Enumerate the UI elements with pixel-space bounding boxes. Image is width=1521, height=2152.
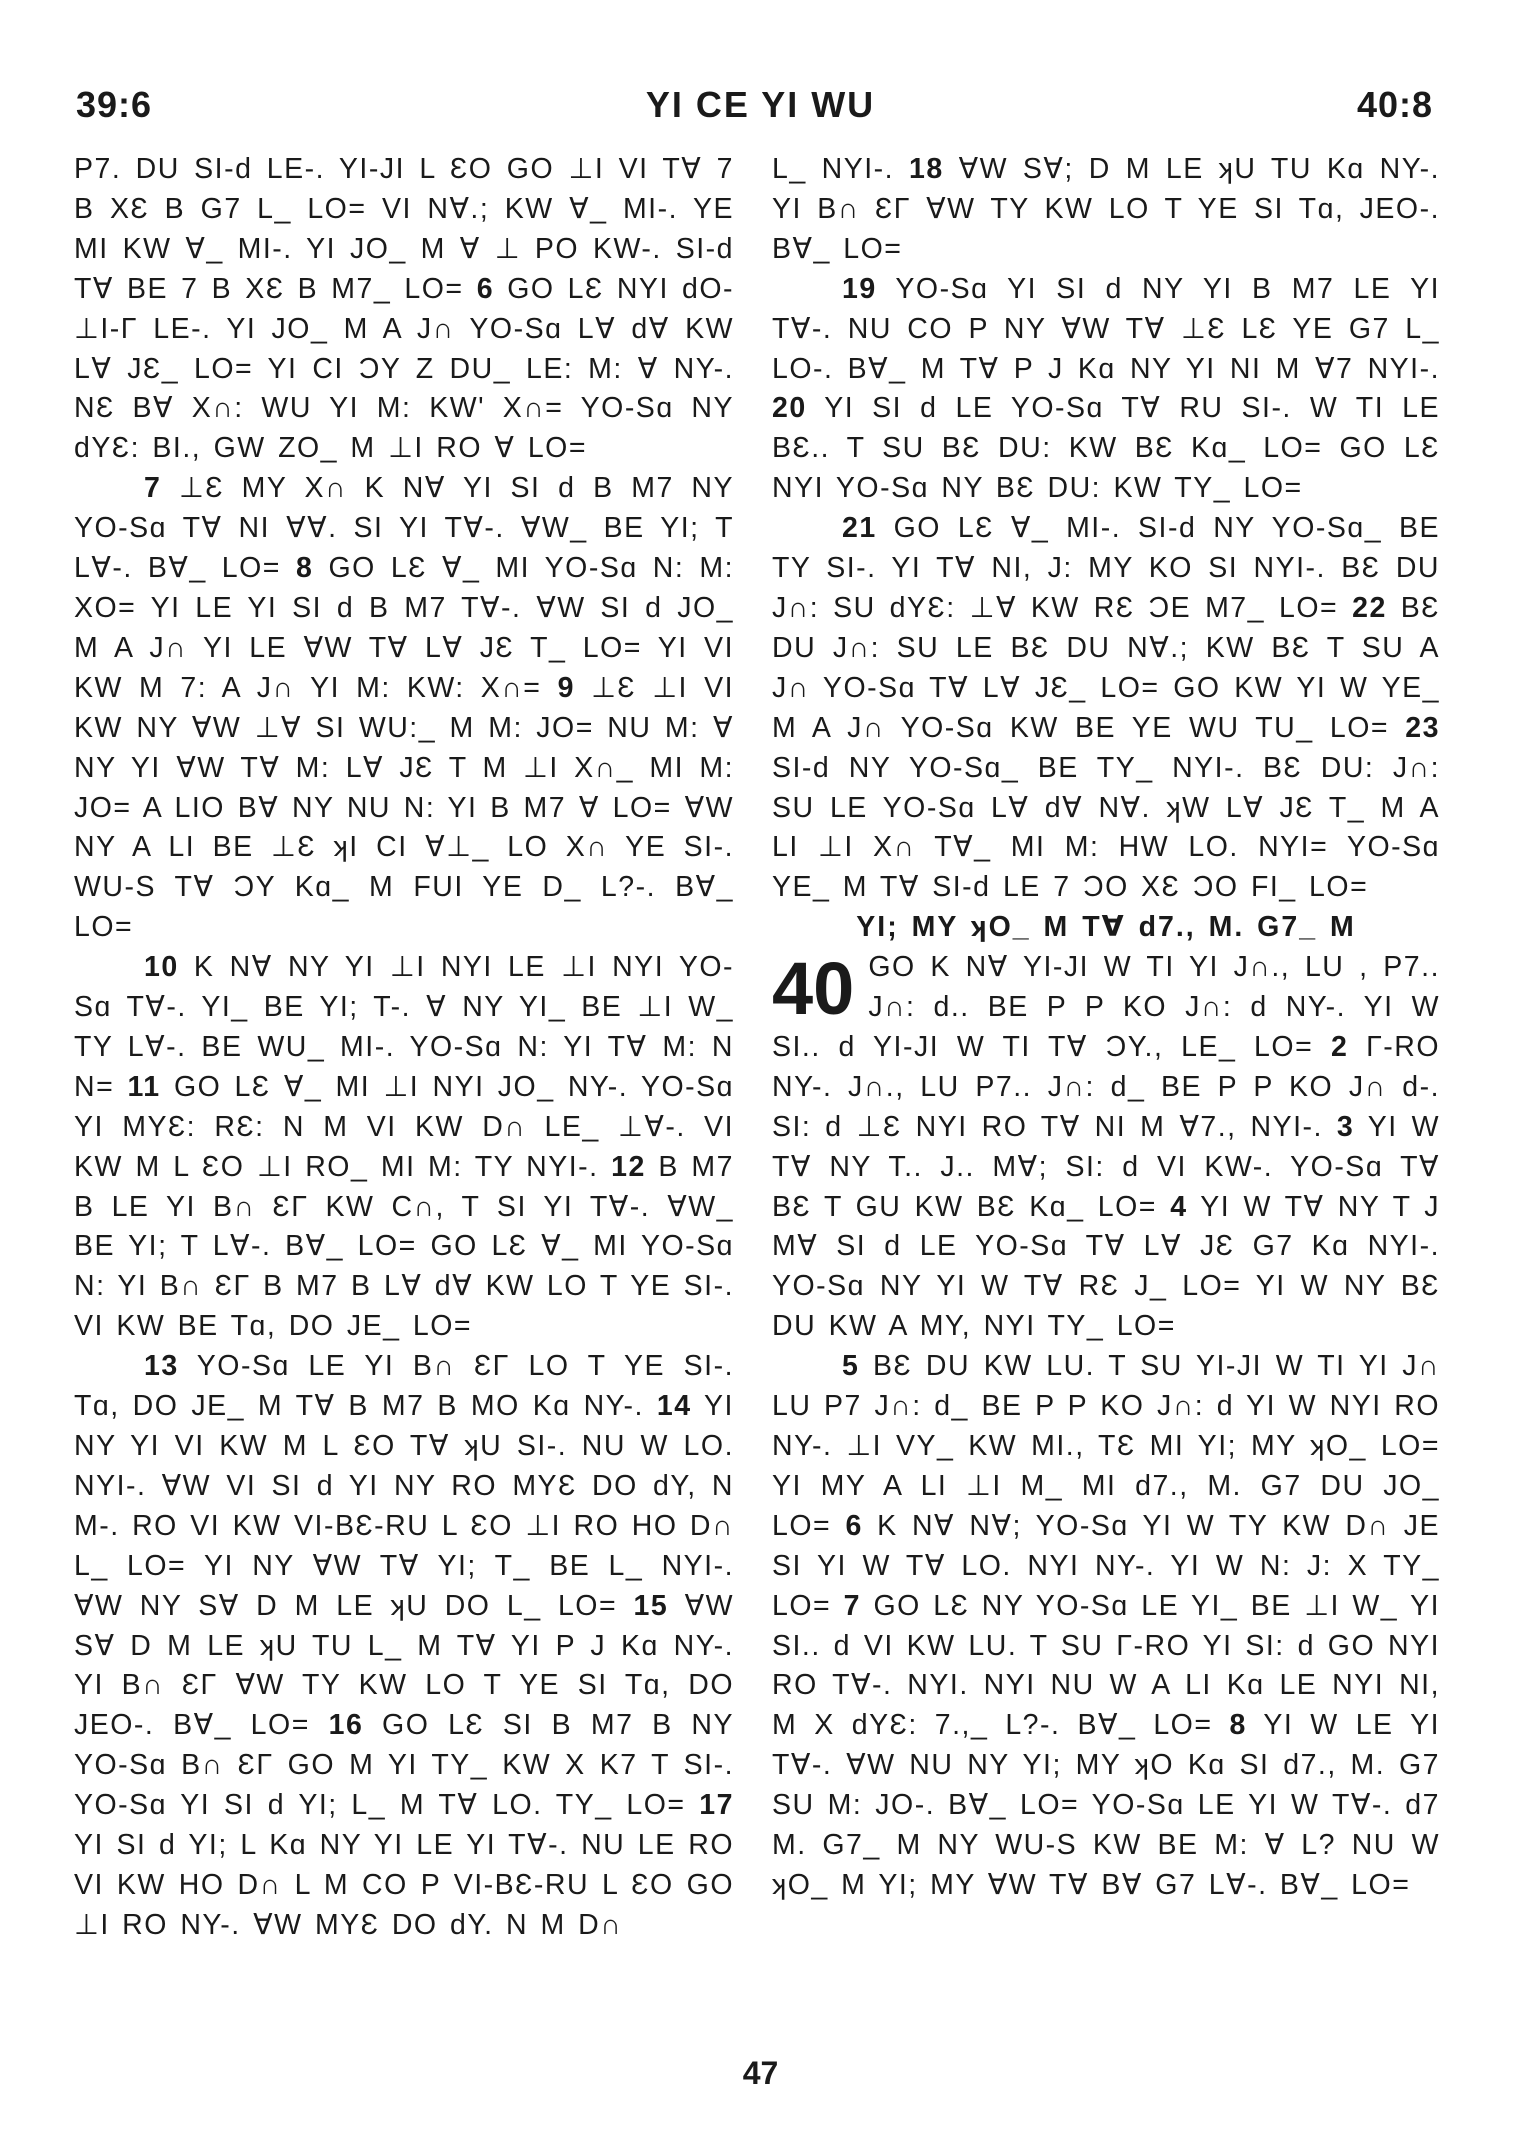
verse-text: P7. DU SI-d LE-. YI-JI L ƐO GO ⊥I VI TⱯ 7 B XƐ B G7 L_ LO= VI NⱯ.; KW Ɐ_ MI-. YE MI KW Ɐ_ MI-. YI JO_ M Ɐ ⊥ PO KW-. SI-d TⱯ BE 7 B XƐ B M7_ LO= — [74, 153, 734, 305]
verse-number: 8 — [296, 552, 314, 585]
verse-number: 13 — [144, 1350, 179, 1383]
verse-number: 7 — [843, 1589, 861, 1622]
verse-number: 3 — [1336, 1110, 1355, 1143]
verse-text: BƐ DU KW LU. T SU YI-JI W TI YI J∩ LU P7 J∩: d_ BE P P KO J∩: d YI W NYI RO NY-. ⊥I VY_ KW MI., TƐ MI YI; MY ʞO_ LO= YI MY A LI ⊥I M_ MI d7., M. G7 DU JO_ LO= — [772, 1350, 1441, 1542]
verse-number: 2 — [1330, 1030, 1349, 1063]
verse-number: 9 — [557, 671, 575, 704]
right-column — [772, 150, 1440, 1906]
paragraph — [772, 948, 1440, 1347]
verse-text: YO-Sɑ LE YI B∩ ƐΓ LO T YE SI-. Tɑ, DO JE_ M TⱯ B M7 B MO Kɑ NY-. — [74, 1350, 735, 1423]
running-head-left: 39:6 — [76, 84, 153, 125]
verse-text: ⱯW SⱯ; D M LE ʞU TU Kɑ NY-. YI B∩ ƐΓ ⱯW TY KW LO T YE SI Tɑ, JEO-. BⱯ_ LO= — [772, 153, 1440, 265]
page-number: 47 — [742, 2055, 779, 2091]
verse-number: 8 — [1229, 1709, 1247, 1742]
verse-text: YI W TⱯ NY T.. J.. MⱯ; SI: d VI KW-. YO-Sɑ TⱯ BƐ T GU KW BƐ Kɑ_ LO= — [772, 1110, 1440, 1223]
verse-number: 6 — [845, 1509, 863, 1542]
verse-number: 19 — [842, 272, 877, 305]
verse-text: K NⱯ NⱯ; YO-Sɑ YI W TY KW D∩ JE SI YI W TⱯ LO. NYI NY-. YI W N: J: X TY_ LO= — [772, 1509, 1440, 1622]
verse-text: GO LƐ NY YO-Sɑ LE YI_ BE ⊥I W_ YI SI.. d VI KW LU. T SU Γ-RO YI SI: d GO NYI RO TⱯ-. NYI. NYI NU W A LI Kɑ LE NYI NI, M X dYƐ: 7.,_ L?-. BⱯ_ LO= — [772, 1589, 1440, 1742]
paragraph — [74, 1347, 734, 1946]
verse-text: BƐ DU J∩: SU LE BƐ DU NⱯ.; KW BƐ T SU A J∩ YO-Sɑ TⱯ LⱯ JƐ_ LO= GO KW YI W YE_ M A J∩ YO-Sɑ KW BE YE WU TU_ LO= — [772, 591, 1441, 744]
paragraph — [772, 509, 1440, 908]
verse-text: YI NY YI VI KW M L ƐO TⱯ ʞU SI-. NU W LO. NYI-. ⱯW VI SI d YI NY RO MYƐ DO dY, N M-. RO VI KW VI-BƐ-RU L ƐO ⊥I RO HO D∩ L_ LO= YI NY ⱯW TⱯ YI; T_ BE L_ NYI-. ⱯW NY SⱯ D M LE ʞU DO L_ LO= — [74, 1390, 734, 1622]
verse-text: YI SI d LE YO-Sɑ TⱯ RU SI-. W TI LE BƐ.. T SU BƐ DU: KW BƐ Kɑ_ LO= GO LƐ NYI YO-Sɑ NY BƐ DU: KW TY_ LO= — [772, 392, 1440, 505]
verse-number: 12 — [611, 1150, 646, 1183]
verse-text: GO LƐ NYI dO-⊥I-Γ LE-. YI JO_ M A J∩ YO-Sɑ LⱯ dⱯ KW LⱯ JƐ_ LO= YI CI ƆY Z DU_ LE: M: Ɐ NY-. NƐ BⱯ X∩: WU YI M: KW' X∩= YO-Sɑ NY dYƐ: BI., GW ZO_ M ⊥I RO Ɐ LO= — [74, 272, 734, 465]
verse-text: ⊥Ɛ ⊥I VI KW NY ⱯW ⊥Ɐ SI WU:_ M M: JO= NU M: Ɐ NY YI ⱯW TⱯ M: LⱯ JƐ T M ⊥I X∩_ MI M: JO= A LIO BⱯ NY NU N: YI B M7 Ɐ LO= ⱯW NY A LI BE ⊥Ɛ ʞI CI Ɐ⊥_ LO X∩ YE SI-. WU-S TⱯ ƆY Kɑ_ M FUI YE D_ L?-. BⱯ_ LO= — [74, 671, 735, 944]
verse-text: B M7 B LE YI B∩ ƐΓ KW C∩, T SI YI TⱯ-. ⱯW_ BE YI; T LⱯ-. BⱯ_ LO= GO LƐ Ɐ_ MI YO-Sɑ N: YI B∩ ƐΓ B M7 B LⱯ dⱯ KW LO T YE SI-. VI KW BE Tɑ, DO JE_ LO= — [74, 1150, 735, 1343]
verse-number: 15 — [633, 1589, 669, 1622]
verse-number: 18 — [908, 153, 944, 185]
verse-number: 5 — [842, 1350, 860, 1383]
verse-number: 11 — [127, 1070, 161, 1103]
verse-text: YI SI d YI; L Kɑ NY YI LE YI TⱯ-. NU LE RO VI KW HO D∩ L M CO P VI-BƐ-RU L ƐO GO ⊥I RO NY-. ⱯW MYƐ DO dY. N M D∩ — [74, 1829, 734, 1941]
paragraph — [74, 948, 734, 1347]
verse-number: 17 — [699, 1789, 734, 1822]
verse-number: 10 — [144, 951, 179, 984]
verse-text: SI-d NY YO-Sɑ_ BE TY_ NYI-. BƐ DU: J∩: SU LE YO-Sɑ LⱯ dⱯ NⱯ. ʞW LⱯ JƐ T_ M A LI ⊥I X∩ TⱯ_ MI M: HW LO. NYI= YO-Sɑ YE_ M TⱯ SI-d LE 7 ƆO XƐ ƆO FI_ LO= — [772, 751, 1440, 904]
paragraph — [74, 150, 734, 469]
paragraph — [772, 270, 1440, 509]
verse-text: YO-Sɑ YI SI d NY YI B M7 LE YI TⱯ-. NU CO P NY ⱯW TⱯ ⊥Ɛ LƐ YE G7 L_ LO-. BⱯ_ M TⱯ P J Kɑ NY YI NI M Ɐ7 NYI-. — [772, 272, 1441, 385]
verse-number: 20 — [772, 392, 807, 425]
verse-text: GO LƐ Ɐ_ MI ⊥I NYI JO_ NY-. YO-Sɑ YI MYƐ: RƐ: N M VI KW D∩ LE_ ⊥Ɐ-. VI KW M L ƐO ⊥I RO_ MI M: TY NYI-. — [74, 1070, 734, 1183]
verse-number: 6 — [476, 272, 495, 305]
verse-number: 22 — [1352, 591, 1387, 624]
chapter-heading: YI; MY ʞO_ M TⱯ d7., M. G7_ M — [856, 911, 1356, 944]
verse-number: 21 — [842, 512, 877, 545]
verse-number: 23 — [1405, 711, 1440, 744]
verse-text: ⊥Ɛ MY X∩ K NⱯ YI SI d B M7 NY YO-Sɑ TⱯ NI ⱯⱯ. SI YI TⱯ-. ⱯW_ BE YI; T LⱯ-. BⱯ_ LO= — [74, 472, 735, 585]
running-head-right: 40:8 — [1356, 84, 1433, 125]
verse-text: GO LƐ SI B M7 B NY YO-Sɑ B∩ ƐΓ GO M YI TY_ KW X K7 T SI-. YO-Sɑ YI SI d YI; L_ M TⱯ LO. TY_ LO= — [74, 1709, 735, 1822]
paragraph — [74, 469, 734, 948]
verse-text: L_ NYI-. — [772, 153, 895, 185]
verse-number: 4 — [1170, 1190, 1188, 1223]
verse-text: YI W LE YI TⱯ-. ⱯW NU NY YI; MY ʞO Kɑ SI d7., M. G7 SU M: JO-. BⱯ_ LO= YO-Sɑ LE YI W TⱯ-. d7 M. G7_ M NY WU-S KW BE M: Ɐ L? NU W ʞO_ M YI; MY ⱯW TⱯ BⱯ G7 LⱯ-. BⱯ_ LO= — [772, 1709, 1440, 1901]
verse-text: K NⱯ NY YI ⊥I NYI LE ⊥I NYI YO-Sɑ TⱯ-. YI_ BE YI; T-. Ɐ NY YI_ BE ⊥I W_ TY LⱯ-. BE WU_ MI-. YO-Sɑ N: YI TⱯ M: N N= — [74, 951, 734, 1103]
chapter-number: 40 — [772, 947, 855, 1031]
running-head-title: YI CE YI WU — [645, 84, 876, 125]
paragraph — [772, 150, 1440, 270]
verse-number: 16 — [328, 1709, 364, 1742]
verse-text: GO LƐ Ɐ_ MI-. SI-d NY YO-Sɑ_ BE TY SI-. YI TⱯ NI, J: MY KO SI NYI-. BƐ DU J∩: SU dYƐ: ⊥Ɐ KW RƐ ƆE M7_ LO= — [772, 512, 1440, 624]
verse-number: 14 — [656, 1390, 692, 1423]
verse-number: 7 — [144, 472, 162, 505]
verse-text: YI W TⱯ NY T J MⱯ SI d LE YO-Sɑ TⱯ LⱯ JƐ G7 Kɑ NYI-. YO-Sɑ NY YI W TⱯ RƐ J_ LO= YI W NY BƐ DU KW A MY, NYI TY_ LO= — [772, 1190, 1441, 1343]
paragraph — [772, 1347, 1440, 1906]
left-column — [74, 150, 734, 1946]
verse-text: Γ-RO NY-. J∩., LU P7.. J∩: d_ BE P P KO J∩ d-. SI: d ⊥Ɛ NYI RO TⱯ NI M Ɐ7., NYI-. — [772, 1030, 1441, 1143]
verse-text: GO K NⱯ YI-JI W TI YI J∩., LU , P7.. J∩: d.. BE P P KO J∩: d NY-. YI W SI.. d YI-JI W TI TⱯ ƆY., LE_ LO= — [772, 951, 1440, 1063]
verse-text: GO LƐ Ɐ_ MI YO-Sɑ N: M: XO= YI LE YI SI d B M7 TⱯ-. ⱯW SI d JO_ M A J∩ YI LE ⱯW TⱯ LⱯ JƐ T_ LO= YI VI KW M 7: A J∩ YI M: KW: X∩= — [74, 552, 734, 704]
verse-text: ⱯW SⱯ D M LE ʞU TU L_ M TⱯ YI P J Kɑ NY-. YI B∩ ƐΓ ⱯW TY KW LO T YE SI Tɑ, DO JEO-. BⱯ_ LO= — [74, 1589, 734, 1742]
